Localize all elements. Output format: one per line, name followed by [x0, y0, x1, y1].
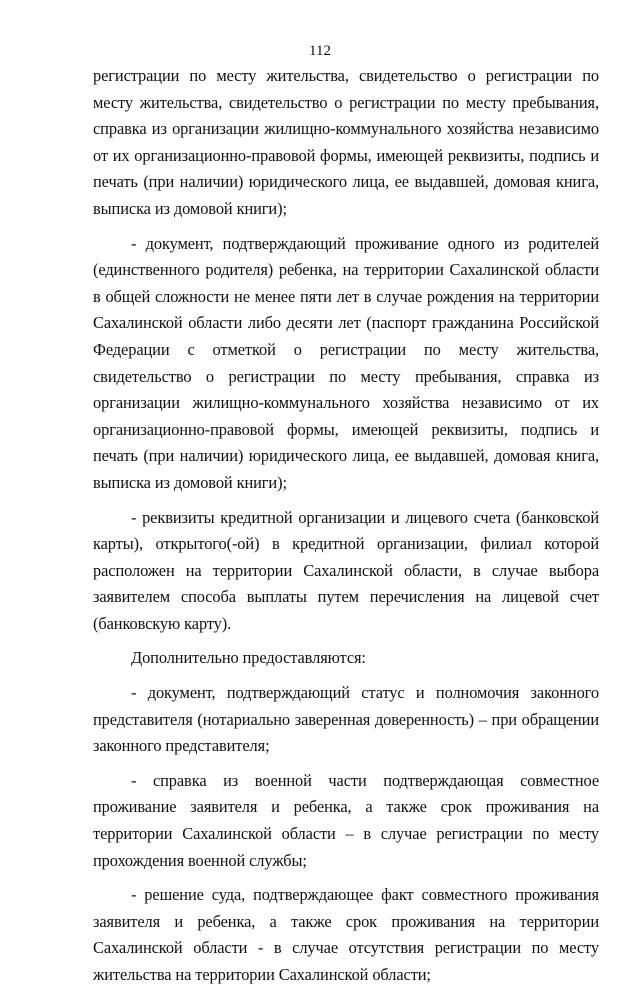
paragraph-court-decision: - решение суда, подтверждающее факт совместного проживания заявителя и ребенка, а также срок проживания на территории Сахалинской области - в случае отсутствия регистрации по месту жительства на территории Сахалинской области; [93, 885, 599, 984]
paragraph-registration-docs-continued: регистрации по месту жительства, свидетельство о регистрации по месту жительства, свидетельство о регистрации по месту пребывания, справка из организации жилищно-коммунального хозяйства независимо от их организационно-правовой формы, имеющей реквизиты, подпись и печать (при наличии) юридического лица, ее выдавшей, домовая книга, выписка из домовой книги); [93, 66, 599, 218]
paragraph-bank-details: - реквизиты кредитной организации и лицевого счета (банковской карты), открытого(-ой) в кредитной организации, филиал которой расположен на территории Сахалинской области, в случае выбора заявителем способа выплаты путем перечисления на лицевой счет (банковскую карту). [93, 507, 599, 633]
paragraph-legal-representative-document: - документ, подтверждающий статус и полномочия законного представителя (нотариально заверенная доверенность) – при обращении законного представителя; [93, 683, 599, 756]
document-body [93, 63, 599, 989]
paragraph-parent-residence-document: - документ, подтверждающий проживание одного из родителей (единственного родителя) ребенка, на территории Сахалинской области в общей сложности не менее пяти лет в случае рождения на территории Сахалинской области либо десяти лет (паспорт гражданина Российской Федерации с отметкой о регистрации по месту жительства, свидетельство о регистрации по месту пребывания, справка из организации жилищно-коммунального хозяйства независимо от их организационно-правовой формы, имеющей реквизиты, подпись и печать (при наличии) юридического лица, ее выдавшей, домовая книга, выписка из домовой книги); [93, 233, 599, 492]
page-number: 112 [309, 43, 331, 59]
paragraph-additionally-provided: Дополнительно предоставляются: [131, 648, 366, 668]
paragraph-military-unit-certificate: - справка из военной части подтверждающая совместное проживание заявителя и ребенка, а также срок проживания на территории Сахалинской области – в случае регистрации по месту прохождения военной службы; [93, 770, 599, 870]
